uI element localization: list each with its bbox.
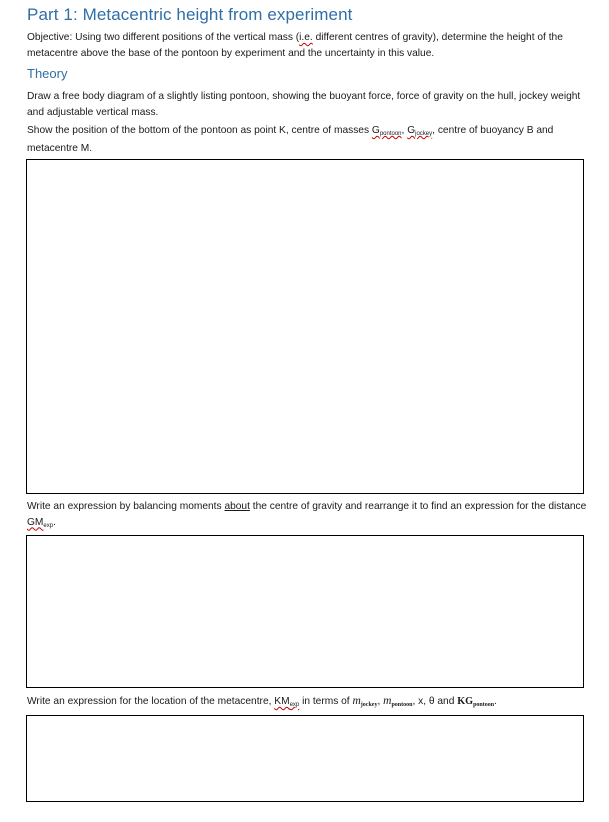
fbd-answer-box[interactable] [26,159,584,494]
section-title: Part 1: Metacentric height from experiment [27,5,353,24]
gm-instruction: Write an expression by balancing moments about the centre of gravity and rearrange it to find an expression for the distance GMexp. [27,501,587,529]
objective-text: Objective: Using two different positions of the vertical mass (i.e. different centres of gravity), determine the height of the metacentre above the base of the pontoon by experiment and the uncertainty in this value. [27,32,563,59]
gm-answer-box[interactable] [26,535,584,688]
km-instruction: Write an expression for the location of the metacentre, KMexp in terms of mjockey, mpontoon, x, θ and KGpontoon. [27,695,497,708]
theory-heading: Theory [27,66,68,81]
fbd-instruction: Draw a free body diagram of a slightly listing pontoon, showing the buoyant force, force of gravity on the hull, jockey weight and adjustable vertical mass. [27,91,581,118]
ie-abbrev: i.e. [299,32,313,43]
km-answer-box[interactable] [26,715,584,802]
positions-instruction: Show the position of the bottom of the pontoon as point K, centre of masses Gpontoon, Gjockey, centre of buoyancy B and metacentre M. [27,125,554,154]
